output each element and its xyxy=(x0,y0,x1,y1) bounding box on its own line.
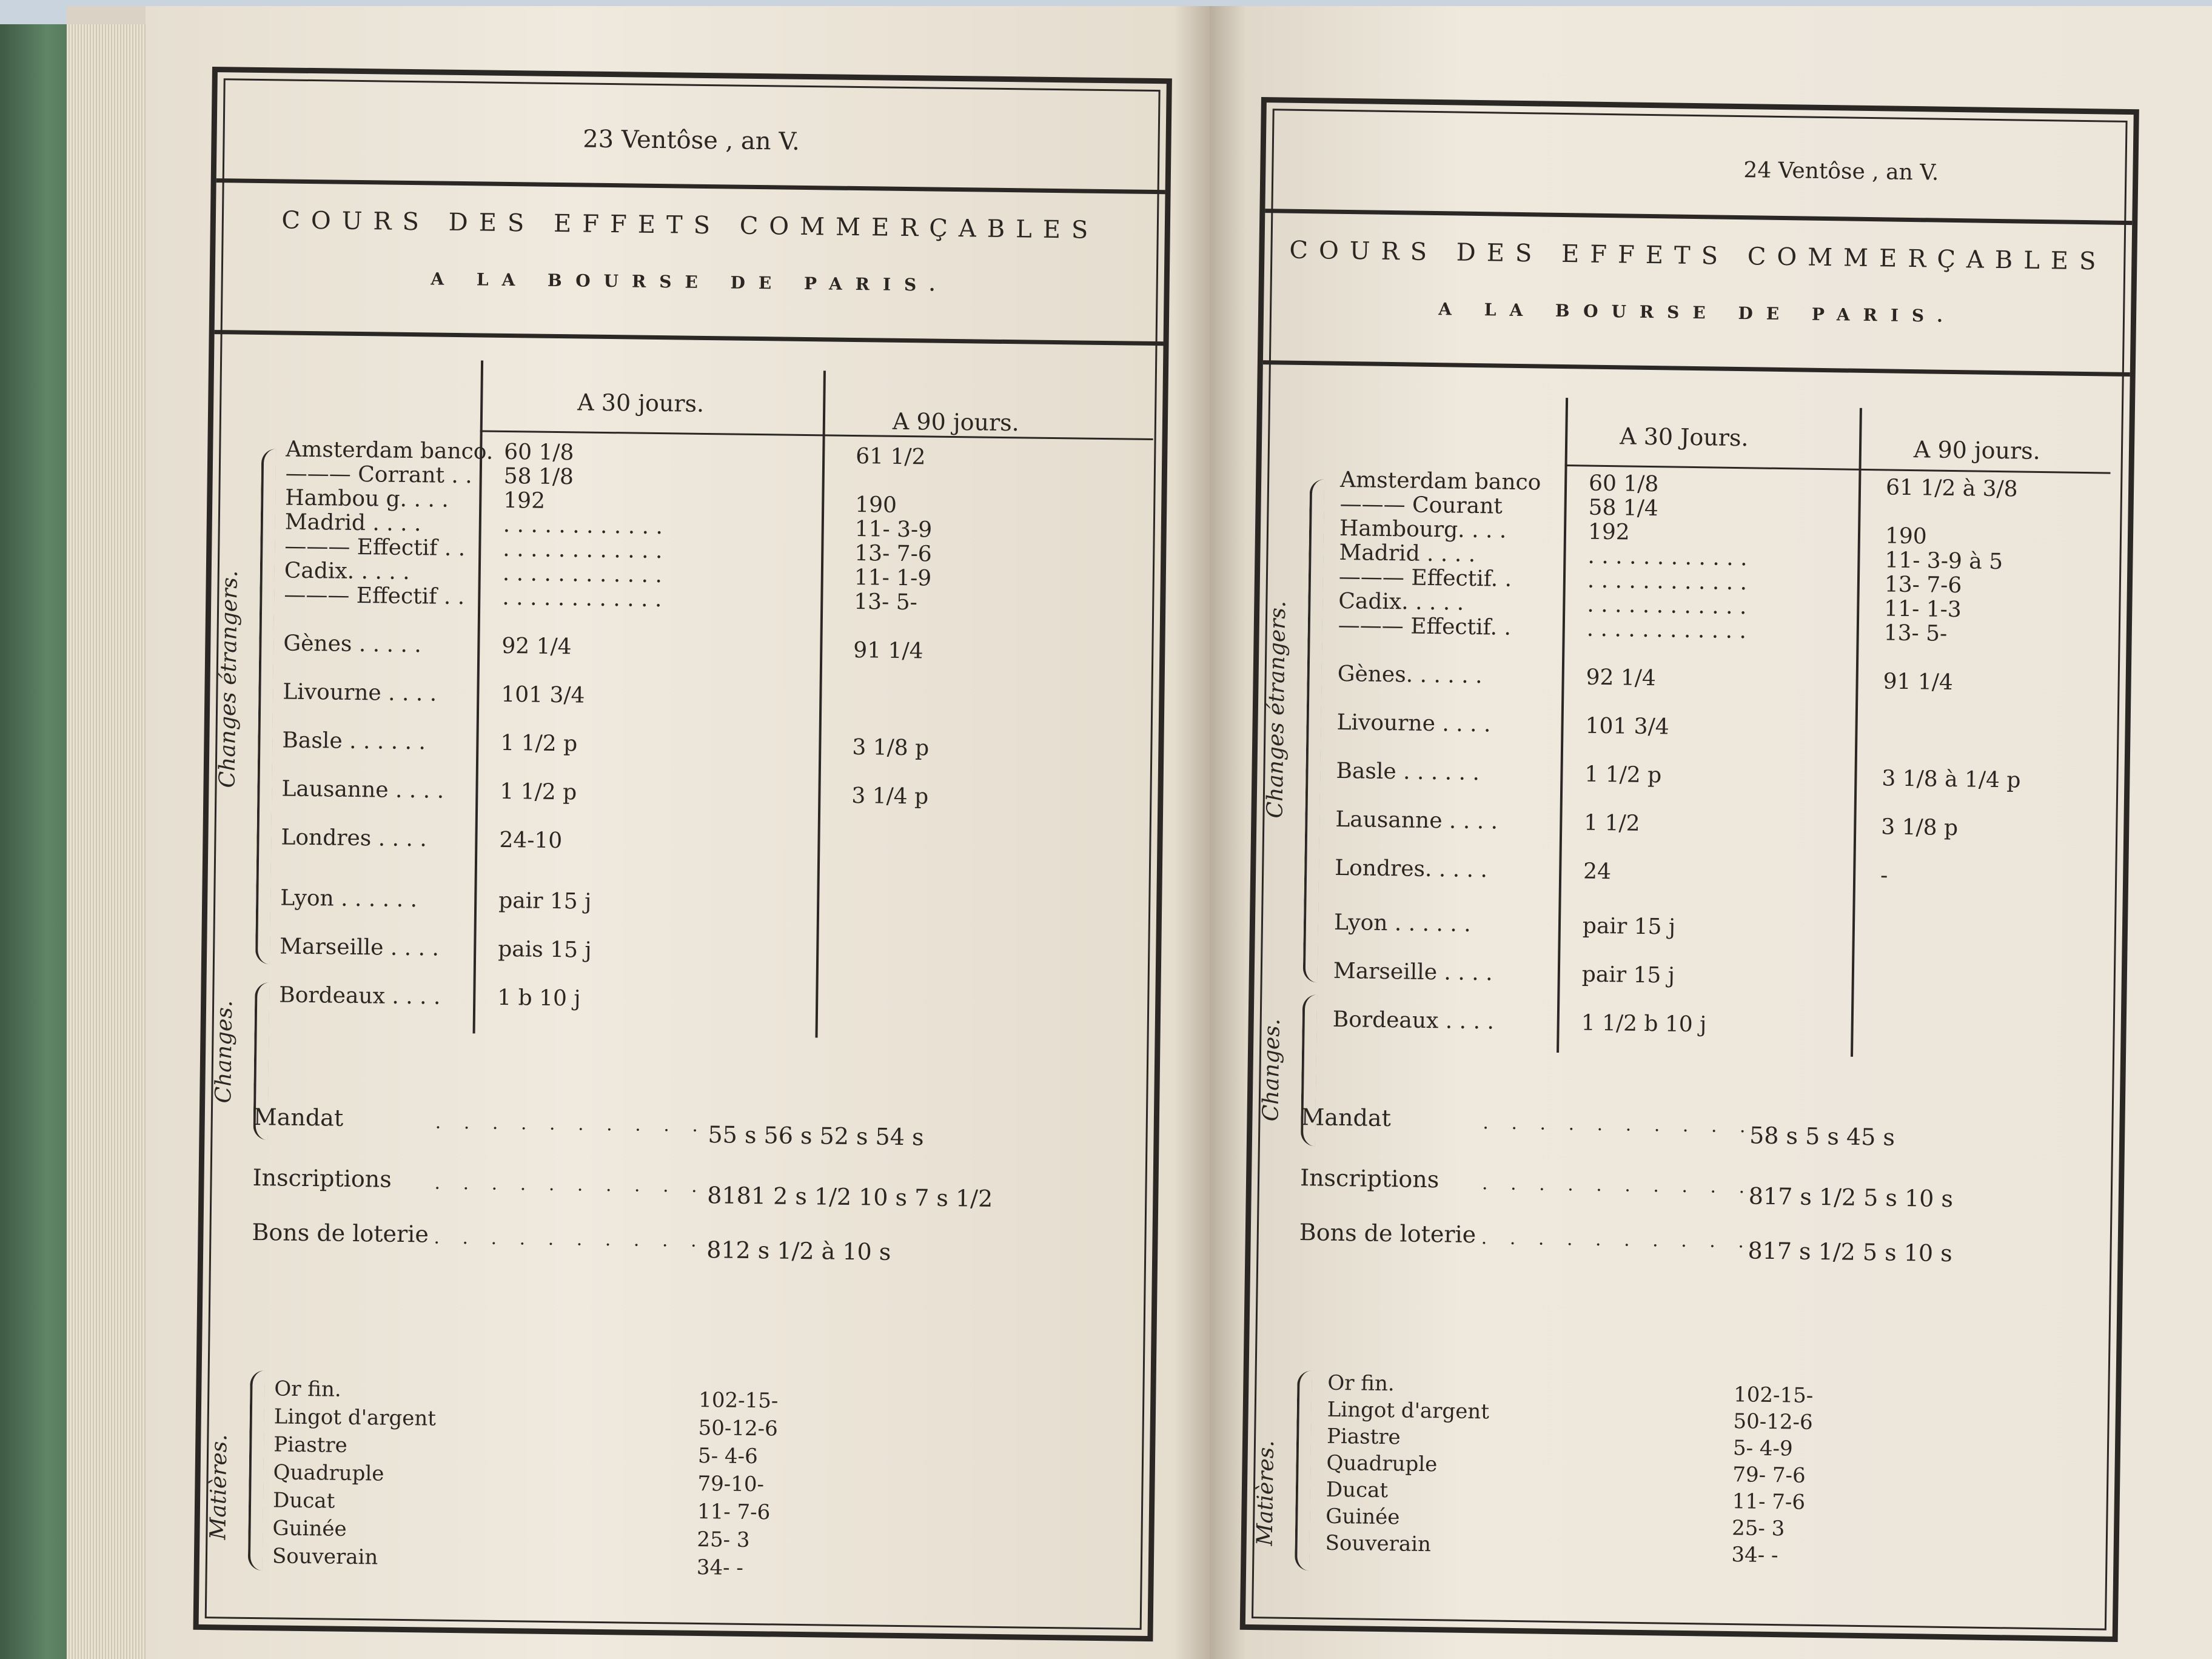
page-date: 24 Ventôse , an V. xyxy=(1743,158,1939,186)
matiere-label: Souverain xyxy=(272,1544,378,1570)
matiere-value: 50-12-6 xyxy=(1733,1409,1813,1435)
rate-label: Cadix. . . . . xyxy=(284,558,410,585)
rate-90-days: 3 1/8 à 1/4 p xyxy=(1882,766,2021,793)
rate-row xyxy=(207,885,1156,920)
matiere-label: Lingot d'argent xyxy=(1327,1397,1490,1424)
footer-label: Inscriptions xyxy=(252,1164,392,1193)
group-changes-etrangers: Changes étrangers. xyxy=(215,570,243,788)
matiere-value: 34- - xyxy=(696,1555,744,1580)
rate-row xyxy=(1256,806,2123,842)
group-matieres: Matières. xyxy=(1252,1440,1279,1546)
rate-label: Amsterdam banco xyxy=(1339,467,1541,495)
rate-label: Gènes. . . . . . xyxy=(1337,661,1483,689)
rate-row xyxy=(206,982,1155,1017)
footer-value: 812 s 1/2 à 10 s xyxy=(706,1236,891,1265)
leader-dots: . . . . . . . . . . xyxy=(1483,1112,1754,1138)
rate-30-days: 1 1/2 xyxy=(1584,810,1640,836)
rate-90-days: 11- 1-9 xyxy=(854,565,932,591)
rate-90-days: 11- 1-3 xyxy=(1884,596,1962,623)
rate-90-days: 61 1/2 à 3/8 xyxy=(1885,475,2018,502)
rate-row xyxy=(1258,709,2125,745)
rate-label: ——— Corrant . . xyxy=(285,461,473,489)
book-gutter xyxy=(1173,6,1246,1659)
rate-30-days: 58 1/8 xyxy=(503,463,574,490)
matiere-label: Souverain xyxy=(1325,1530,1432,1557)
matiere-value: 79- 7-6 xyxy=(1732,1463,1806,1488)
rate-label: Marseille . . . . xyxy=(1333,958,1493,986)
rate-30-days: 1 b 10 j xyxy=(497,985,581,1011)
rate-label: ——— Effectif. . xyxy=(1338,612,1512,640)
rate-90-days: 13- 5- xyxy=(854,589,918,615)
matiere-value: 34- - xyxy=(1731,1543,1778,1568)
rate-90-days: 190 xyxy=(1885,523,1927,549)
rate-30-days: . . . . . . . . . . . . xyxy=(503,536,663,564)
rate-row xyxy=(207,933,1156,969)
left-page-frame xyxy=(193,67,1172,1641)
brace-matieres xyxy=(1295,1370,1312,1570)
rate-30-days: 60 1/8 xyxy=(1588,471,1659,497)
leader-dots: . . . . . . . . . . xyxy=(434,1172,706,1198)
rate-30-days: . . . . . . . . . . . . xyxy=(503,512,663,540)
matiere-value: 5- 4-6 xyxy=(697,1443,758,1469)
footer-label: Bons de loterie xyxy=(1299,1219,1476,1248)
right-sheet xyxy=(1245,102,2134,1637)
rate-row xyxy=(210,630,1159,666)
footer-value: 817 s 1/2 5 s 10 s xyxy=(1748,1182,1954,1213)
rate-90-days: 91 1/4 xyxy=(1883,669,1954,695)
rate-90-days: 13- 5- xyxy=(1883,620,1948,646)
rate-30-days: 60 1/8 xyxy=(504,439,574,466)
rate-30-days: pair 15 j xyxy=(498,888,592,914)
rate-label: Lyon . . . . . . xyxy=(1333,910,1472,937)
rate-label: Basle . . . . . . xyxy=(1336,758,1480,786)
rate-90-days: 13- 7-6 xyxy=(1884,572,1962,598)
footer-value: 58 s 5 s 45 s xyxy=(1749,1122,1895,1151)
rate-label: Londres . . . . xyxy=(281,825,427,852)
rate-label: Bordeaux . . . . xyxy=(279,982,441,1010)
rate-label: ——— Effectif. . xyxy=(1338,564,1512,592)
rate-row xyxy=(1257,757,2124,794)
rate-30-days: . . . . . . . . . . . . xyxy=(502,560,663,588)
rate-30-days: 101 3/4 xyxy=(1585,713,1669,740)
left-sheet xyxy=(199,72,1167,1636)
rate-90-days: 91 1/4 xyxy=(853,637,923,664)
col-heading-30: A 30 jours. xyxy=(577,389,705,417)
matiere-label: Guinée xyxy=(272,1516,347,1541)
matiere-label: Or fin. xyxy=(274,1376,341,1402)
rate-90-days: - xyxy=(1880,863,1888,888)
rate-label: ——— Effectif . . xyxy=(284,534,466,561)
matiere-value: 79-10- xyxy=(697,1471,765,1497)
group-changes-etrangers: Changes étrangers. xyxy=(1262,600,1291,819)
rate-label: Lausanne . . . . xyxy=(281,776,444,803)
group-changes: Changes. xyxy=(211,1000,238,1104)
page-subtitle: A LA BOURSE DE PARIS. xyxy=(431,269,949,295)
rate-row xyxy=(210,679,1159,714)
rate-label: Madrid . . . . xyxy=(1339,540,1476,568)
page-date: 23 Ventôse , an V. xyxy=(582,125,800,156)
group-changes: Changes. xyxy=(1258,1018,1285,1122)
rate-30-days: . . . . . . . . . . . . xyxy=(1587,543,1748,571)
matiere-value: 25- 3 xyxy=(697,1527,750,1553)
matiere-value: 102-15- xyxy=(1733,1382,1814,1408)
rate-30-days: 192 xyxy=(503,488,546,514)
rate-label: Lyon . . . . . . xyxy=(280,885,418,913)
rate-30-days: 1 1/2 p xyxy=(1584,762,1662,788)
rate-90-days: 190 xyxy=(855,492,897,518)
rate-90-days: 3 1/8 p xyxy=(852,734,930,761)
matiere-label: Quadruple xyxy=(273,1460,384,1486)
rate-row xyxy=(209,727,1158,763)
rate-30-days: . . . . . . . . . . . . xyxy=(1587,568,1748,595)
title-rule xyxy=(1263,360,2130,377)
header-rule xyxy=(1265,209,2132,225)
rate-30-days: 92 1/4 xyxy=(501,633,572,660)
rate-label: Lausanne . . . . xyxy=(1335,806,1498,834)
rate-30-days: 1 1/2 p xyxy=(500,779,577,805)
rate-label: ——— Courant xyxy=(1339,491,1503,519)
rate-30-days: pair 15 j xyxy=(1582,913,1676,940)
rate-row xyxy=(1256,854,2123,891)
rate-label: Marseille . . . . xyxy=(280,934,440,961)
col-heading-30: A 30 Jours. xyxy=(1619,423,1749,452)
col-heading-90: A 90 jours. xyxy=(1913,436,2041,464)
matiere-label: Ducat xyxy=(1326,1477,1389,1503)
rate-30-days: 101 3/4 xyxy=(501,682,585,708)
footer-label: Mandat xyxy=(1301,1104,1392,1132)
rate-30-days: . . . . . . . . . . . . xyxy=(502,585,662,612)
page-edges xyxy=(67,24,152,1659)
rate-label: Livourne . . . . xyxy=(1336,709,1491,737)
rate-label: Gènes . . . . . xyxy=(283,631,422,658)
matiere-value: 11- 7-6 xyxy=(1732,1489,1806,1515)
rate-row xyxy=(1255,957,2122,994)
rate-30-days: 192 xyxy=(1587,519,1631,545)
rate-label: Hambourg. . . . xyxy=(1339,515,1507,543)
rate-30-days: 1 1/2 b 10 j xyxy=(1581,1010,1707,1037)
footer-value: 8181 2 s 1/2 10 s 7 s 1/2 xyxy=(707,1182,993,1212)
matiere-value: 11- 7-6 xyxy=(697,1499,771,1525)
rate-row xyxy=(209,776,1158,811)
matiere-label: Lingot d'argent xyxy=(273,1404,437,1431)
right-page-frame xyxy=(1240,97,2139,1642)
page-subtitle: A LA BOURSE DE PARIS. xyxy=(1438,299,1957,327)
rate-row xyxy=(1255,909,2122,945)
matiere-label: Guinée xyxy=(1326,1504,1400,1530)
rate-row xyxy=(1258,660,2125,697)
leader-dots: . . . . . . . . . . xyxy=(435,1111,707,1137)
rate-30-days: 58 1/4 xyxy=(1588,495,1659,521)
rate-30-days: 24 xyxy=(1583,859,1612,885)
rate-30-days: 24-10 xyxy=(499,827,563,854)
matiere-label: Quadruple xyxy=(1326,1450,1438,1477)
matiere-value: 25- 3 xyxy=(1731,1516,1785,1541)
rate-90-days: 13- 7-6 xyxy=(854,541,932,567)
col-heading-90: A 90 jours. xyxy=(892,407,1020,437)
leader-dots: . . . . . . . . . . xyxy=(1481,1227,1753,1253)
footer-label: Bons de loterie xyxy=(252,1218,429,1248)
footer-label: Mandat xyxy=(253,1103,344,1131)
matiere-value: 102-15- xyxy=(698,1387,779,1413)
matiere-label: Or fin. xyxy=(1327,1370,1395,1396)
rate-label: Amsterdam banco. xyxy=(286,437,494,464)
rate-90-days: 11- 3-9 à 5 xyxy=(1885,548,2003,575)
rate-90-days: 3 1/8 p xyxy=(1881,814,1959,841)
rate-label: ——— Effectif . . xyxy=(284,582,465,610)
rate-30-days: pais 15 j xyxy=(498,936,592,963)
matiere-value: 5- 4-9 xyxy=(1732,1436,1793,1461)
matiere-label: Ducat xyxy=(272,1488,335,1513)
rate-90-days: 61 1/2 xyxy=(855,444,926,470)
group-matieres: Matières. xyxy=(206,1434,232,1540)
rate-label: Basle . . . . . . xyxy=(282,728,426,755)
rate-90-days: 3 1/4 p xyxy=(851,783,929,809)
footer-value: 817 s 1/2 5 s 10 s xyxy=(1748,1237,1952,1267)
brace-matieres xyxy=(248,1370,265,1570)
title-rule xyxy=(215,330,1164,346)
matiere-label: Piastre xyxy=(273,1432,347,1458)
rate-30-days: . . . . . . . . . . . . xyxy=(1587,592,1747,620)
rate-label: Livourne . . . . xyxy=(283,679,437,706)
rate-label: Bordeaux . . . . xyxy=(1332,1007,1495,1034)
leader-dots: . . . . . . . . . . xyxy=(1481,1173,1754,1198)
rate-90-days: 11- 3-9 xyxy=(854,517,933,543)
rate-30-days: 92 1/4 xyxy=(1586,665,1657,691)
rate-row xyxy=(1254,1006,2121,1042)
leader-dots: . . . . . . . . . . xyxy=(434,1227,705,1252)
rate-label: Hambou g. . . . xyxy=(285,485,449,512)
header-rule xyxy=(216,178,1165,194)
page-title: COURS DES EFFETS COMMERÇABLES xyxy=(1289,236,2107,276)
rate-30-days: pair 15 j xyxy=(1581,962,1675,988)
footer-value: 55 s 56 s 52 s 54 s xyxy=(708,1121,924,1151)
footer-label: Inscriptions xyxy=(1299,1164,1439,1193)
rate-30-days: 1 1/2 p xyxy=(500,730,578,757)
matiere-value: 50-12-6 xyxy=(698,1415,779,1441)
matiere-label: Piastre xyxy=(1326,1424,1401,1450)
col-heading-rule xyxy=(480,430,1153,440)
rate-label: Londres. . . . . xyxy=(1334,855,1488,883)
rate-label: Cadix. . . . . xyxy=(1338,588,1464,615)
rate-label: Madrid . . . . xyxy=(284,509,421,537)
rate-30-days: . . . . . . . . . . . . xyxy=(1586,616,1747,644)
page-title: COURS DES EFFETS COMMERÇABLES xyxy=(281,206,1099,244)
rate-row xyxy=(208,824,1157,860)
